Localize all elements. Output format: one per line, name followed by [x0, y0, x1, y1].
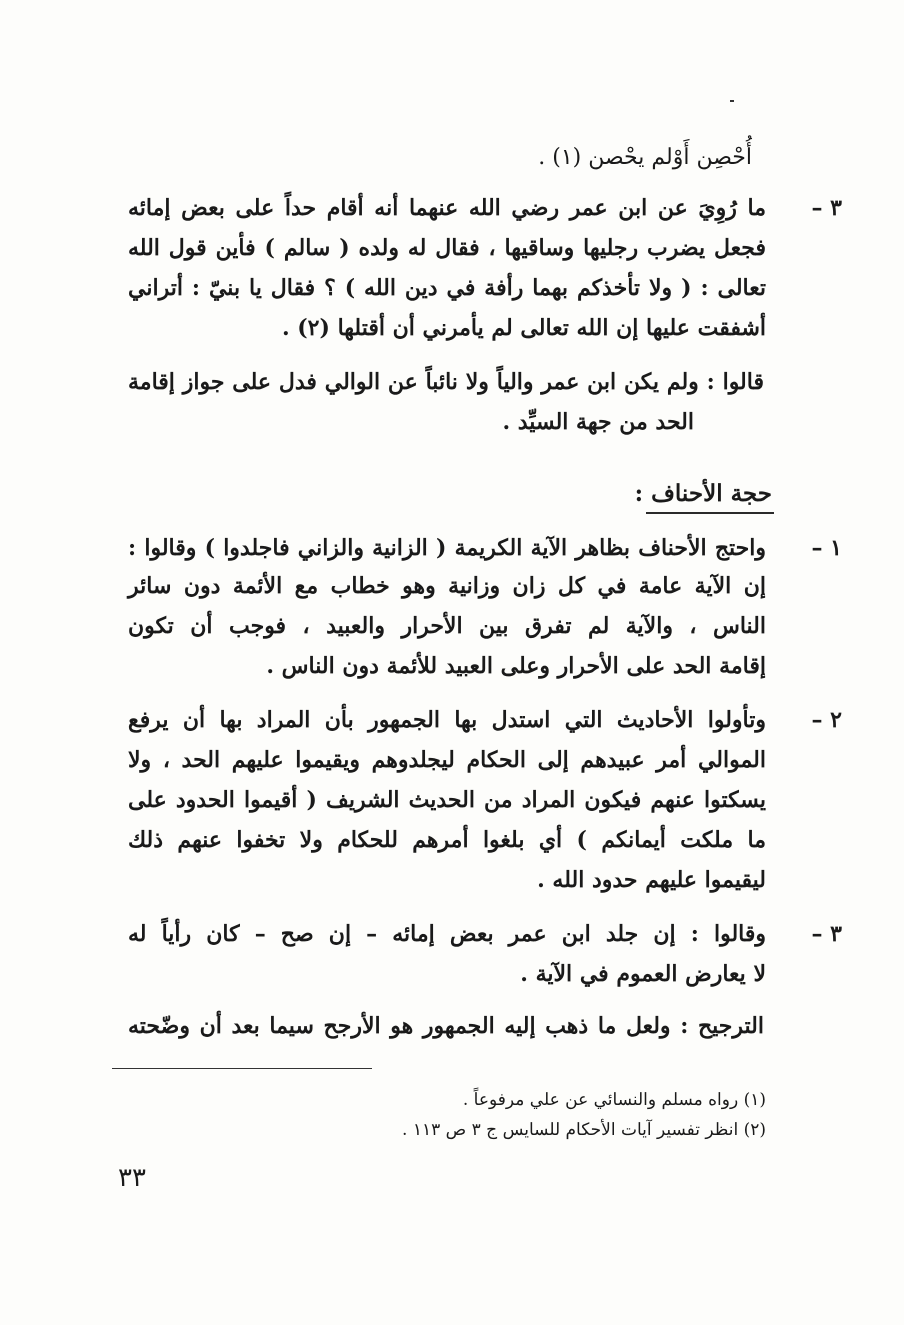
footnote: (١) رواه مسلم والنسائي عن علي مرفوعاً .: [462, 1090, 766, 1110]
paragraph-line: وتأولوا الأحاديث التي استدل بها الجمهور بأن المراد بها أن يرفع: [128, 707, 766, 733]
footnote-rule: [112, 1068, 372, 1069]
section-heading: حجة الأحناف :: [634, 480, 772, 507]
paragraph-line: لا يعارض العموم في الآية .: [520, 961, 766, 987]
paragraph-line: وقالوا : إن جلد ابن عمر بعض إمائه – إن صح – كان رأياً له: [128, 921, 766, 947]
heading-underline: [646, 512, 774, 514]
tarjih-text: ولعل ما ذهب إليه الجمهور هو الأرجح سيما بعد أن وضّحته: [128, 1013, 671, 1039]
intro-line: أُحْصِن أَوْلم يحْصن (١) .: [538, 145, 752, 170]
page-number: ٣٣: [118, 1163, 146, 1193]
item-number: ٣ –: [811, 921, 842, 947]
paragraph-line: ما ملكت أيمانكم ) أي بلغوا أمرهم للحكام ولا تخفوا عنهم ذلك: [128, 827, 766, 853]
ink-mark: [730, 100, 734, 102]
tarjih-line: [128, 1006, 764, 1046]
paragraph-line: واحتج الأحناف بظاهر الآية الكريمة ( الزانية والزاني فاجلدوا ) وقالوا :: [128, 535, 766, 561]
tarjih-label: الترجيح :: [680, 1013, 764, 1039]
paragraph-line: أشفقت عليها إن الله تعالى لم يأمرني أن أقتلها (٢) .: [281, 315, 766, 341]
item-number: ٣ –: [811, 195, 842, 221]
paragraph-line: الموالي أمر عبيدهم إلى الحكام ليجلدوهم ويقيموا عليهم الحد ، ولا: [128, 747, 766, 773]
paragraph-line: إقامة الحد على الأحرار وعلى العبيد للأئمة دون الناس .: [266, 653, 766, 679]
paragraph-line: فجعل يضرب رجليها وساقيها ، فقال له ولده ( سالم ) فأين قول الله: [128, 235, 767, 261]
paragraph-line: الناس ، والآية لم تفرق بين الأحرار والعبيد ، فوجب أن تكون: [128, 613, 766, 639]
paragraph-line: تعالى : ( ولا تأخذكم بهما رأفة في دين الله ) ؟ فقال يا بنيّ : أتراني: [128, 275, 766, 301]
paragraph-line: ليقيموا عليهم حدود الله .: [537, 867, 766, 893]
item-number: ١ –: [811, 535, 842, 561]
footnote: (٢) انظر تفسير آيات الأحكام للسايس ج ٣ ص ١١٣ .: [402, 1120, 766, 1140]
paragraph-line: إن الآية عامة في كل زان وزانية وهو خطاب مع الأئمة دون سائر: [128, 573, 766, 599]
paragraph-line: قالوا : ولم يكن ابن عمر والياً ولا نائباً عن الوالي فدل على جواز إقامة: [128, 369, 764, 395]
paragraph-line: ما رُوِيَ عن ابن عمر رضي الله عنهما أنه أقام حداً على بعض إمائه: [128, 195, 766, 221]
item-number: ٢ –: [811, 707, 842, 733]
paragraph-line: يسكتوا عنهم فيكون المراد من الحديث الشريف ( أقيموا الحدود على: [128, 787, 766, 813]
paragraph-line: الحد من جهة السيِّد .: [502, 409, 694, 435]
